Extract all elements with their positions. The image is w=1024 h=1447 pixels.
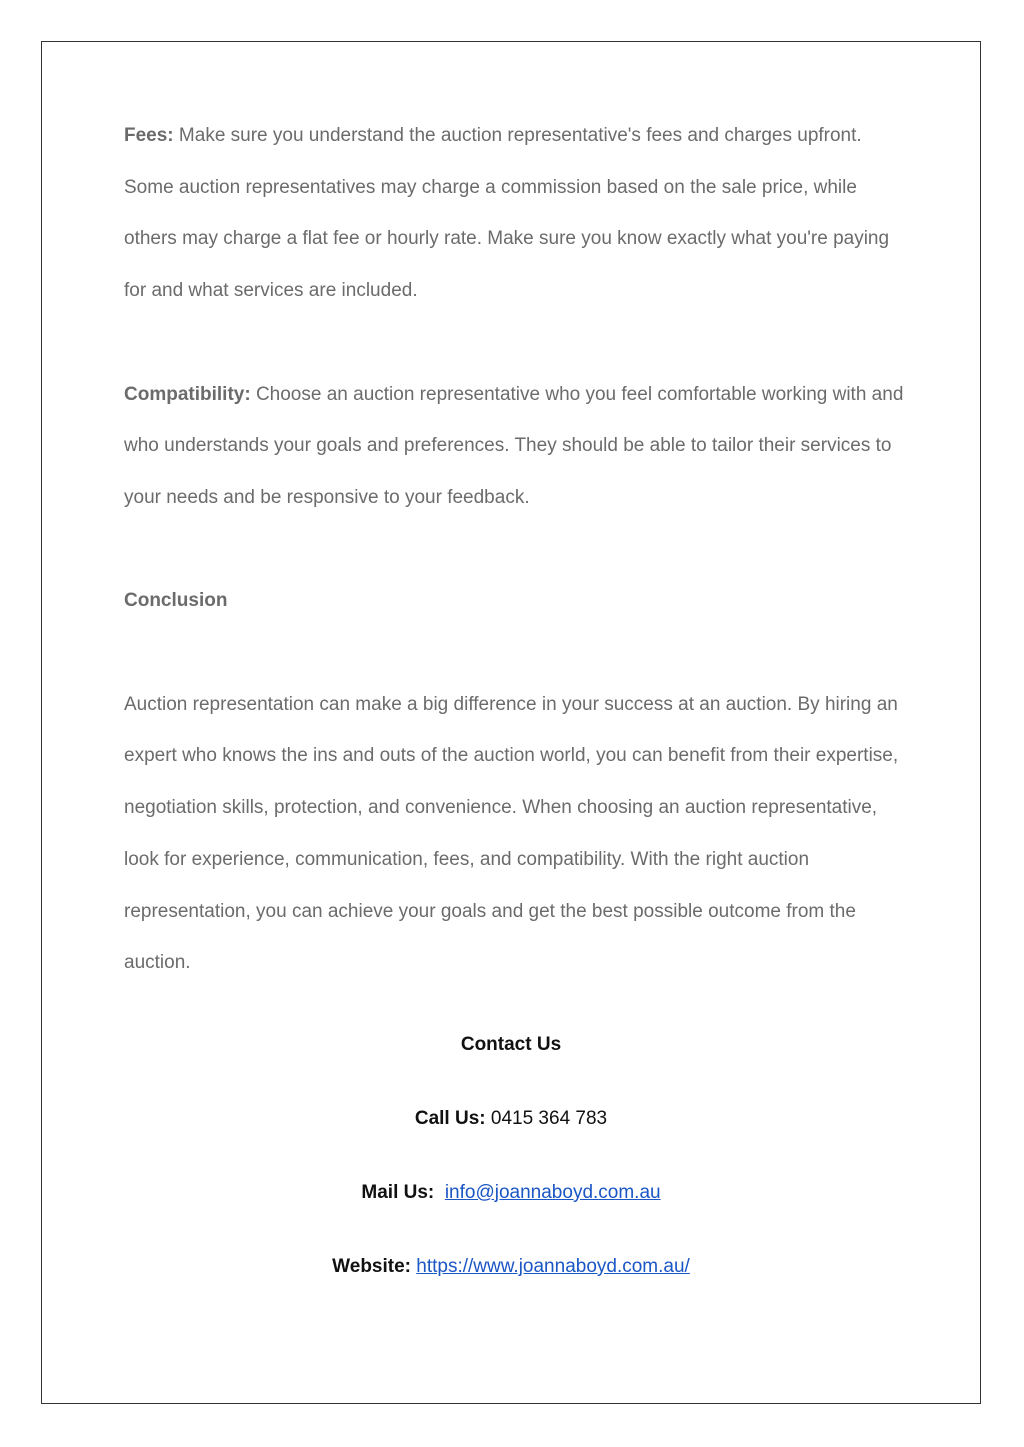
website-line [41, 1255, 981, 1279]
compatibility-paragraph [124, 369, 914, 524]
fees-label: Fees: [124, 125, 174, 146]
call-us-line [41, 1107, 981, 1131]
spacer [124, 317, 914, 369]
conclusion-paragraph: Auction representation can make a big difference in your success at an auction. By hiring an expert who knows the ins and outs of the auction world, you can benefit from their expertise, negotiation skills, protection, and convenience. When choosing an auction representative, look for experience, communication, fees, and compatibility. With the right auction representation, you can achieve your goals and get the best possible outcome from the auction. [124, 693, 899, 974]
call-us-label: Call Us: [414, 1108, 486, 1129]
website-link[interactable]: https://www.joannaboyd.com.au/ [416, 1256, 690, 1277]
fees-text: Make sure you understand the auction representative's fees and charges upfront. Some auction representatives may charge a commission based on the sale price, while others may charge a flat fee or hourly rate. Make sure you know exactly what you're paying for and what services are included. [124, 125, 890, 302]
website-label: Website: [332, 1256, 411, 1277]
spacer [124, 627, 914, 679]
contact-heading: Contact Us [460, 1034, 562, 1055]
conclusion-heading: Conclusion [124, 590, 228, 612]
compatibility-label: Compatibility: [124, 383, 251, 405]
compatibility-text: Choose an auction representative who you feel comfortable working with and who understands your goals and preferences. They should be able to tailor their services to your needs and be responsive to your feedback. [124, 383, 904, 508]
mail-us-line [41, 1181, 981, 1205]
phone-number: 0415 364 783 [490, 1108, 608, 1129]
mail-us-label: Mail Us: [361, 1182, 435, 1203]
fees-paragraph [124, 110, 914, 317]
spacer [124, 524, 914, 576]
document-body [124, 110, 914, 989]
email-link[interactable]: info@joannaboyd.com.au [444, 1182, 661, 1203]
